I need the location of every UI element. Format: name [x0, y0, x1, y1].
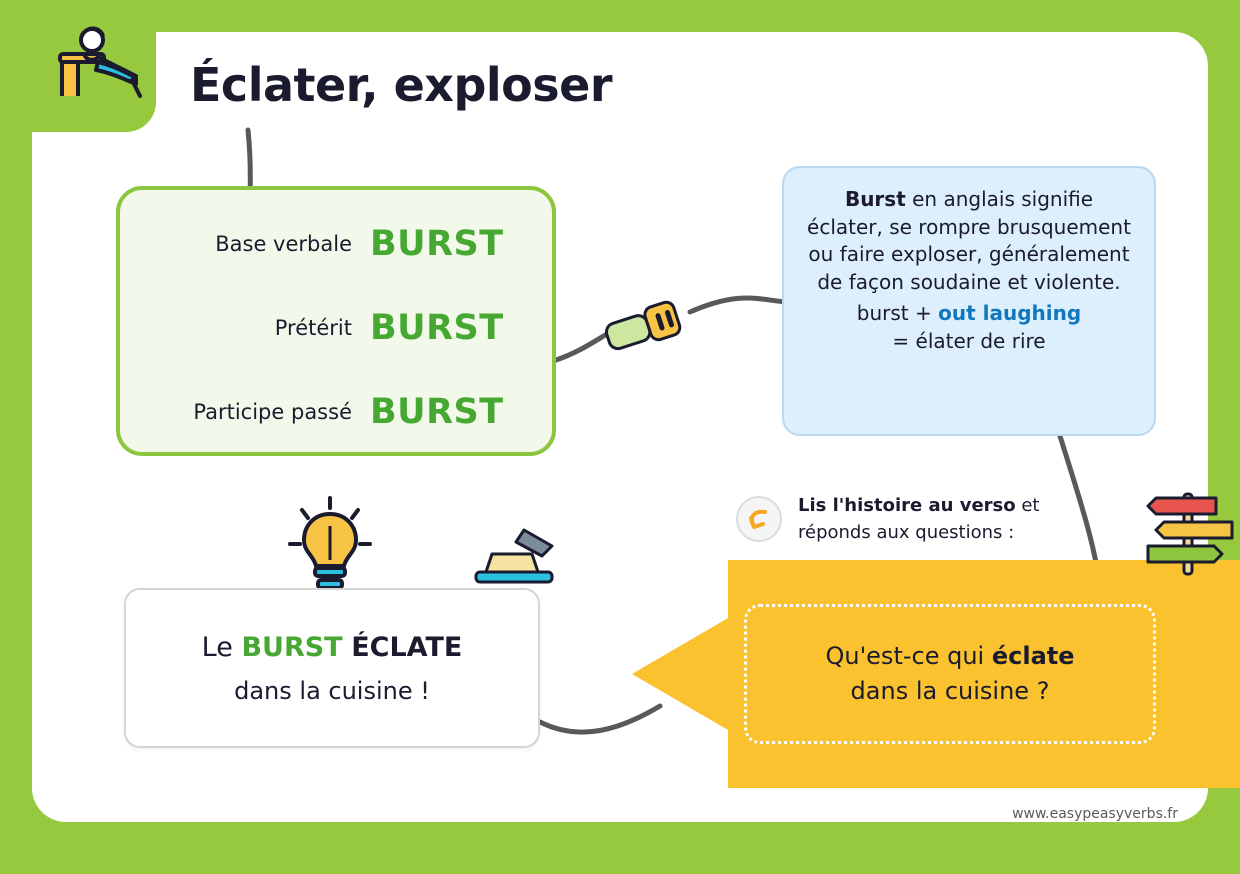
definition-example-prefix: burst +	[856, 301, 939, 326]
conjugation-row	[120, 206, 552, 282]
question-line-2: dans la cuisine ?	[850, 677, 1050, 705]
sentence-verb-en: BURST	[241, 631, 343, 663]
plug-connector-icon	[596, 290, 704, 360]
conjugation-value: BURST	[370, 308, 504, 348]
sentence-line-1	[202, 632, 463, 663]
instruction-text	[798, 492, 1068, 546]
conjugation-value: BURST	[370, 224, 504, 264]
person-reading-icon	[40, 18, 150, 118]
signpost-icon	[1142, 488, 1238, 578]
definition-text: en anglais signifie éclater, se rompre brusquement ou faire exploser, généralement de façon soudaine et violente.	[807, 187, 1131, 294]
question-line-1-prefix: Qu'est-ce qui	[825, 642, 992, 671]
sentence-line-2: dans la cuisine !	[234, 676, 430, 705]
definition-example	[806, 300, 1132, 328]
definition-box	[782, 166, 1156, 436]
question-line-1	[825, 639, 1074, 674]
instruction-bold: Lis l'histoire au verso	[798, 495, 1016, 516]
question-keyword: éclate	[991, 642, 1075, 671]
conjugation-label: Prétérit	[274, 316, 352, 340]
conjugation-label: Participe passé	[193, 400, 352, 424]
conjugation-row	[120, 374, 552, 450]
lightbulb-icon	[282, 492, 378, 602]
question-box	[744, 604, 1156, 744]
page-title: Éclater, exploser	[190, 58, 613, 112]
definition-example-bold: out laughing	[938, 301, 1082, 326]
instruction-rest: et réponds aux questions :	[798, 495, 1040, 543]
conjugation-box	[116, 186, 556, 456]
definition-word: Burst	[844, 187, 906, 211]
sentence-verb-fr: ÉCLATE	[351, 631, 463, 663]
conjugation-row	[120, 290, 552, 366]
back-arrow-icon	[736, 496, 782, 542]
sentence-box	[124, 588, 540, 748]
question-banner	[632, 560, 1240, 788]
footer-url: www.easypeasyverbs.fr	[1012, 806, 1178, 822]
conjugation-label: Base verbale	[215, 232, 352, 256]
conjugation-value: BURST	[370, 392, 504, 432]
definition-example-translation: = élater de rire	[892, 328, 1046, 353]
sentence-prefix: Le	[201, 631, 242, 663]
